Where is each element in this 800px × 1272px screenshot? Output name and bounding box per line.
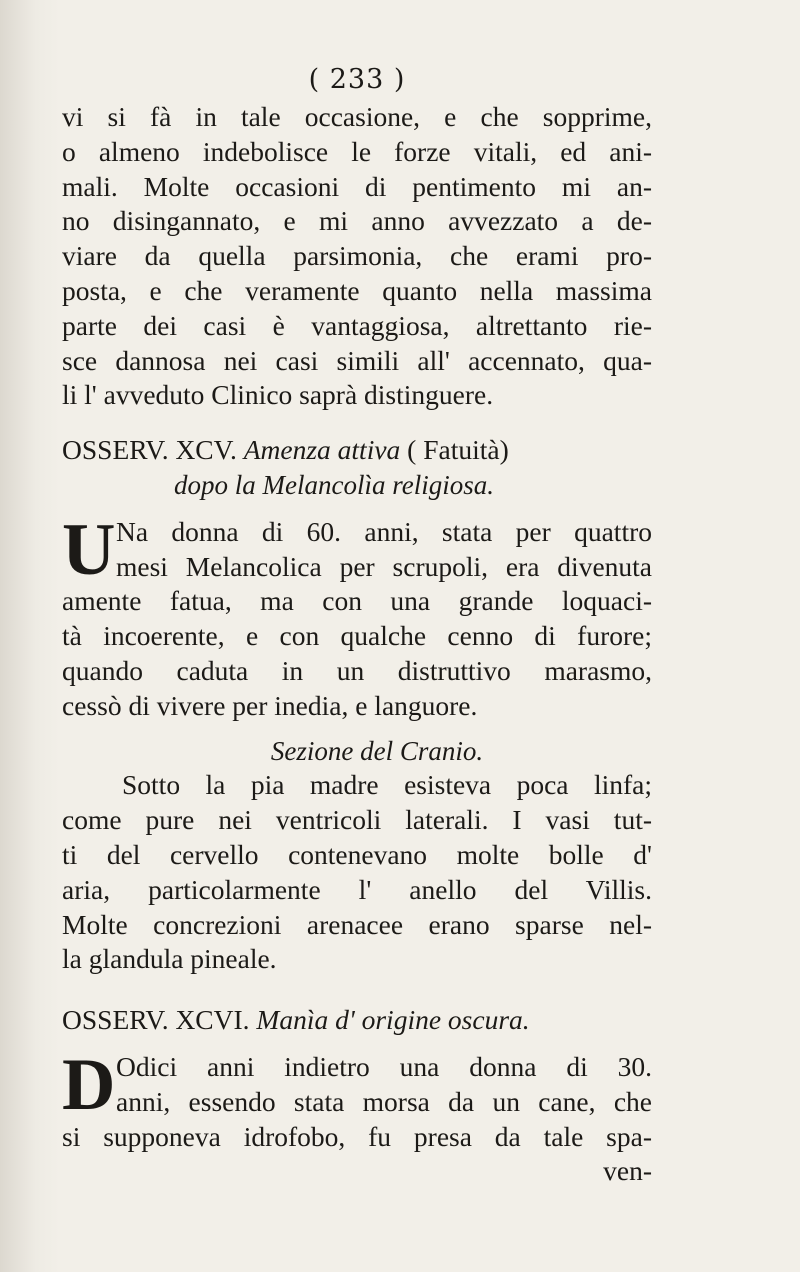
observation-heading-96: [62, 1003, 652, 1038]
text-line: sce dannosa nei casi simili all' accennato, qua-: [62, 344, 652, 376]
text-line: amente fatua, ma con una grande loquaci-: [62, 585, 652, 617]
text-line: si supponeva idrofobo, fu presa da tale spa-: [62, 1120, 652, 1152]
text-line: Na donna di 60. anni, stata per quattro: [116, 515, 652, 547]
text-line: tà incoerente, e con qualche cenno di furore;: [62, 620, 652, 652]
text-line: Sotto la pia madre esisteva poca linfa;: [122, 769, 652, 801]
text-line: no disingannato, e mi anno avvezzato a de-: [62, 205, 652, 237]
observation-label: OSSERV. XCVI.: [62, 1004, 250, 1036]
text-line: mali. Molte occasioni di pentimento mi an-: [62, 170, 652, 202]
text-line: ti del cervello contenevano molte bolle d': [62, 838, 652, 870]
page-gutter-shadow: [0, 0, 60, 1272]
observation-label: OSSERV. XCV.: [62, 434, 237, 466]
text-line: cessò di vivere per inedia, e languore.: [62, 689, 478, 721]
text-line: parte dei casi è vantaggiosa, altrettanto rie-: [62, 309, 652, 341]
text-line: viare da quella parsimonia, che erami pro-: [62, 240, 652, 272]
drop-cap: U: [62, 508, 116, 591]
text-line: anni, essendo stata morsa da un cane, che: [116, 1085, 652, 1117]
observation-paren: ( Fatuità): [407, 434, 509, 466]
text-line: vi si fà in tale occasione, e che sopprime,: [62, 101, 652, 132]
text-line: la glandula pineale.: [62, 943, 277, 975]
text-line: posta, e che veramente quanto nella massima: [62, 274, 652, 306]
observation-subtitle: dopo la Melancolìa religiosa.: [174, 469, 494, 500]
text-line: li l' avveduto Clinico saprà distinguere.: [62, 379, 494, 411]
observation-title: Amenza attiva: [243, 434, 401, 466]
observation-95-body: [62, 508, 652, 724]
text-line: mesi Melancolica per scrupoli, era divenuta: [116, 550, 652, 582]
observation-title: Manìa d' origine oscura.: [256, 1004, 530, 1036]
catchword: ven-: [603, 1155, 652, 1187]
page-number: ( 233 ): [308, 64, 406, 95]
text-line: aria, particolarmente l' anello del Villis.: [62, 873, 652, 905]
text-line: Odici anni indietro una donna di 30.: [116, 1050, 652, 1082]
page-text: [62, 62, 652, 1189]
text-line: quando caduta in un distruttivo marasmo,: [62, 654, 652, 686]
section-body: [62, 768, 652, 977]
text-line: come pure nei ventricoli laterali. I vasi tut-: [62, 804, 652, 836]
section-title: Sezione del Cranio.: [270, 735, 484, 766]
observation-heading-95: [62, 433, 652, 468]
text-line: o almeno indebolisce le forze vitali, ed ani-: [62, 135, 652, 167]
observation-96-body: [62, 1043, 652, 1189]
text-line: Molte concrezioni arenacee erano sparse nel-: [62, 908, 652, 940]
paragraph-continuation: [62, 100, 652, 413]
drop-cap: D: [62, 1043, 116, 1126]
